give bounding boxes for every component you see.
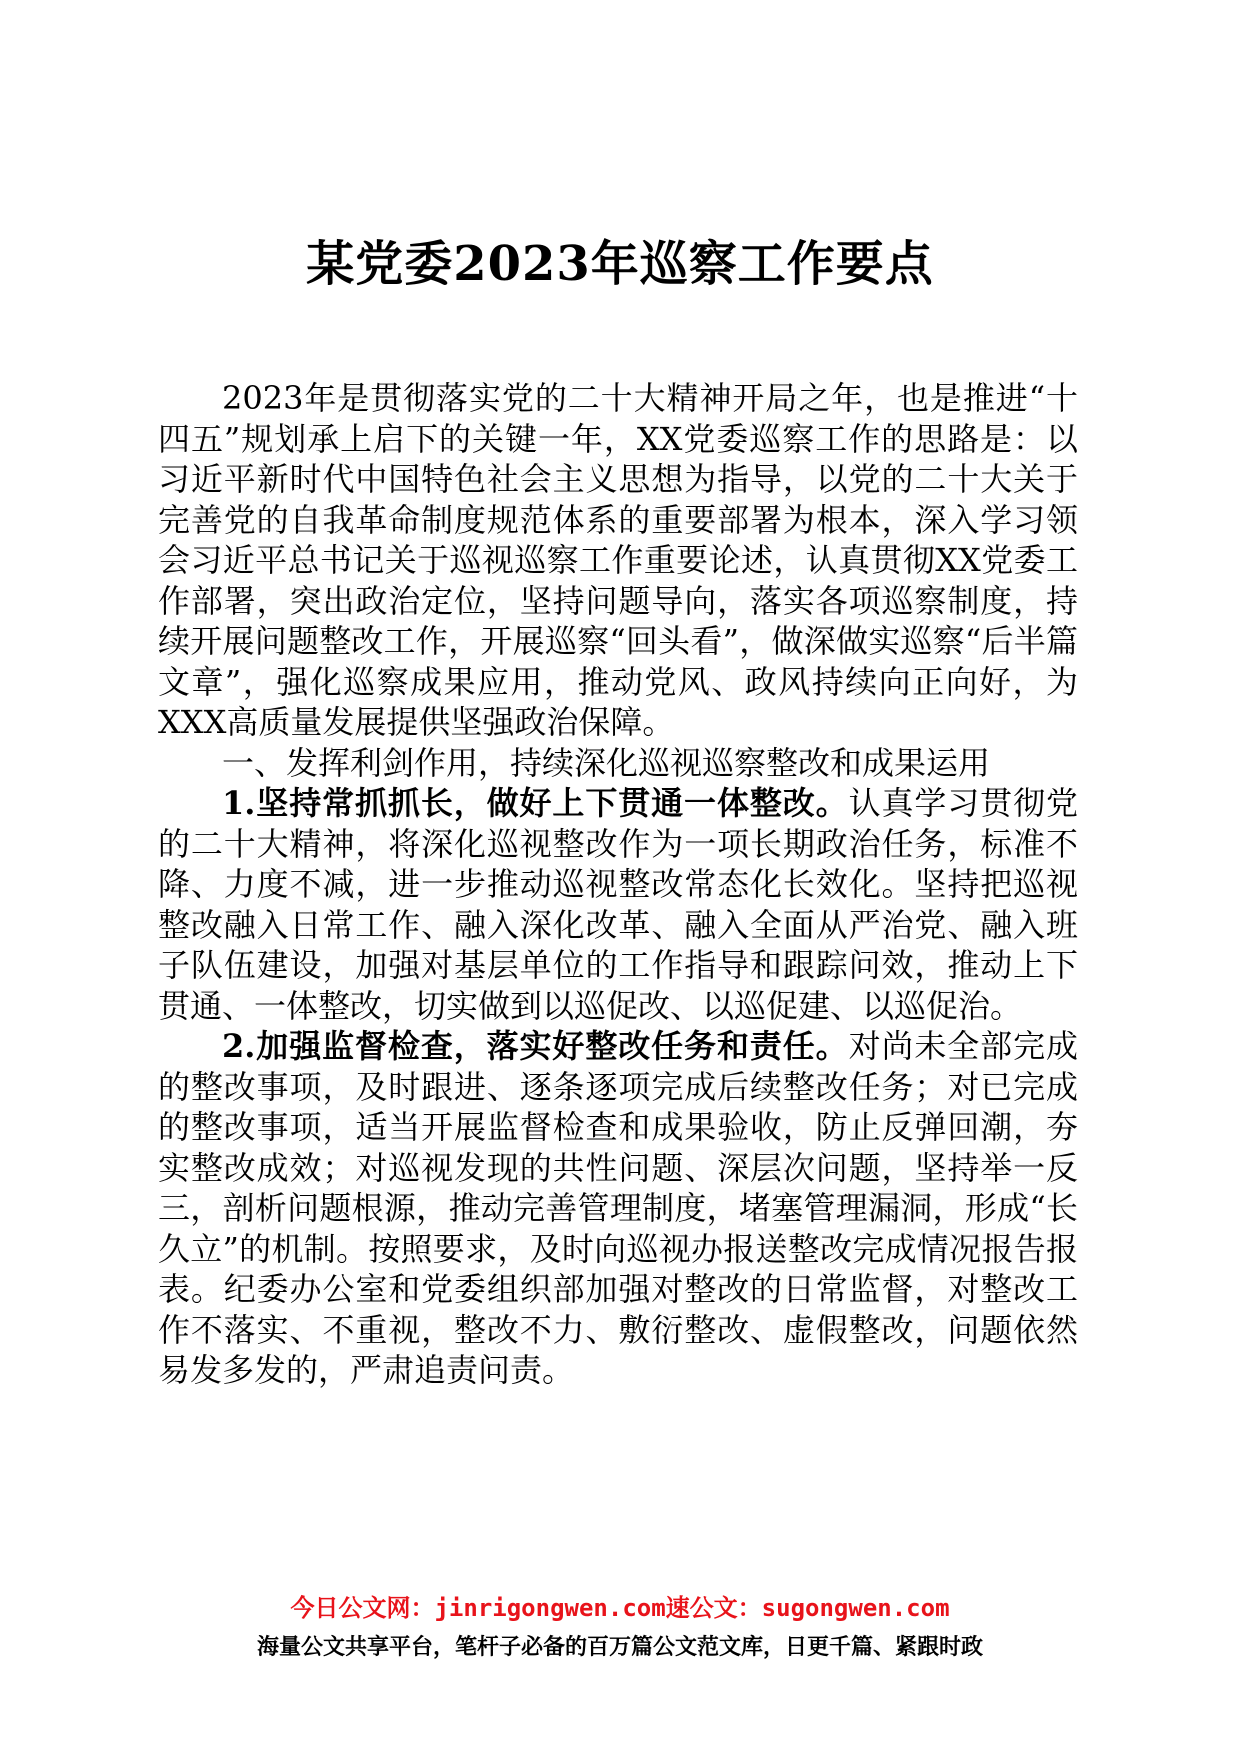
section-heading-1: 一、发挥利剑作用，持续深化巡视巡察整改和成果运用 (222, 743, 991, 782)
footer-tagline: 海量公文共享平台，笔杆子必备的百万篇公文范文库，日更千篇、紧跟时政 (256, 1635, 983, 1660)
item-body-1: 认真学习贯彻党的二十大精神，将深化巡视整改作为一项长期政治任务，标准不降、力度不减，进一步推动巡视整改常态化长效化。坚持把巡视整改融入日常工作、融入深化改革、融入全面从严治党、融入班子队伍建设，加强对基层单位的工作指导和跟踪问效，推动上下贯通、一体整改，切实做到以巡促改、以巡促建、以巡促治。 (158, 784, 1078, 1025)
intro-paragraph: 2023年是贯彻落实党的二十大精神开局之年，也是推进“十四五”规划承上启下的关键一年，XX党委巡察工作的思路是：以习近平新时代中国特色社会主义思想为指导，以党的二十大关于完善党的自我革命制度规范体系的重要部署为根本，深入学习领会习近平总书记关于巡视巡察工作重要论述，认真贯彻XX党委工作部署，突出政治定位，坚持问题导向，落实各项巡察制度，持续开展问题整改工作，开展巡察“回头看”，做深做实巡察“后半篇文章”，强化巡察成果应用，推动党风、政风持续向正向好，为XXX高质量发展提供坚强政治保障。 (158, 379, 1078, 741)
site1-url: jinrigongwen.com (434, 1594, 666, 1622)
item-paragraph-2 (158, 1026, 1078, 1391)
document-title: 某党委2023年巡察工作要点 (306, 236, 934, 292)
item-lead-2: 2.加强监督检查，落实好整改任务和责任。 (222, 1027, 849, 1065)
site1-name: 今日公文网： (290, 1594, 435, 1622)
footer-sites (0, 1590, 1240, 1626)
watermark-footer (0, 1590, 1240, 1666)
site2-name: 速公文： (665, 1594, 762, 1622)
item-body-2: 对尚未全部完成的整改事项，及时跟进、逐条逐项完成后续整改任务；对已完成的整改事项，适当开展监督检查和成果验收，防止反弹回潮，夯实整改成效；对巡视发现的共性问题、深层次问题，坚持举一反三，剖析问题根源，推动完善管理制度，堵塞管理漏洞，形成“长久立”的机制。按照要求，及时向巡视办报送整改完成情况报告报表。纪委办公室和党委组织部加强对整改的日常监督，对整改工作不落实、不重视，整改不力、敷衍整改、虚假整改，问题依然易发多发的，严肃追责问责。 (158, 1027, 1078, 1389)
site2-url: sugongwen.com (761, 1594, 950, 1622)
document-body (158, 378, 1078, 1391)
item-lead-1: 1.坚持常抓抓长，做好上下贯通一体整改。 (222, 784, 849, 822)
item-paragraph-1 (158, 783, 1078, 1026)
